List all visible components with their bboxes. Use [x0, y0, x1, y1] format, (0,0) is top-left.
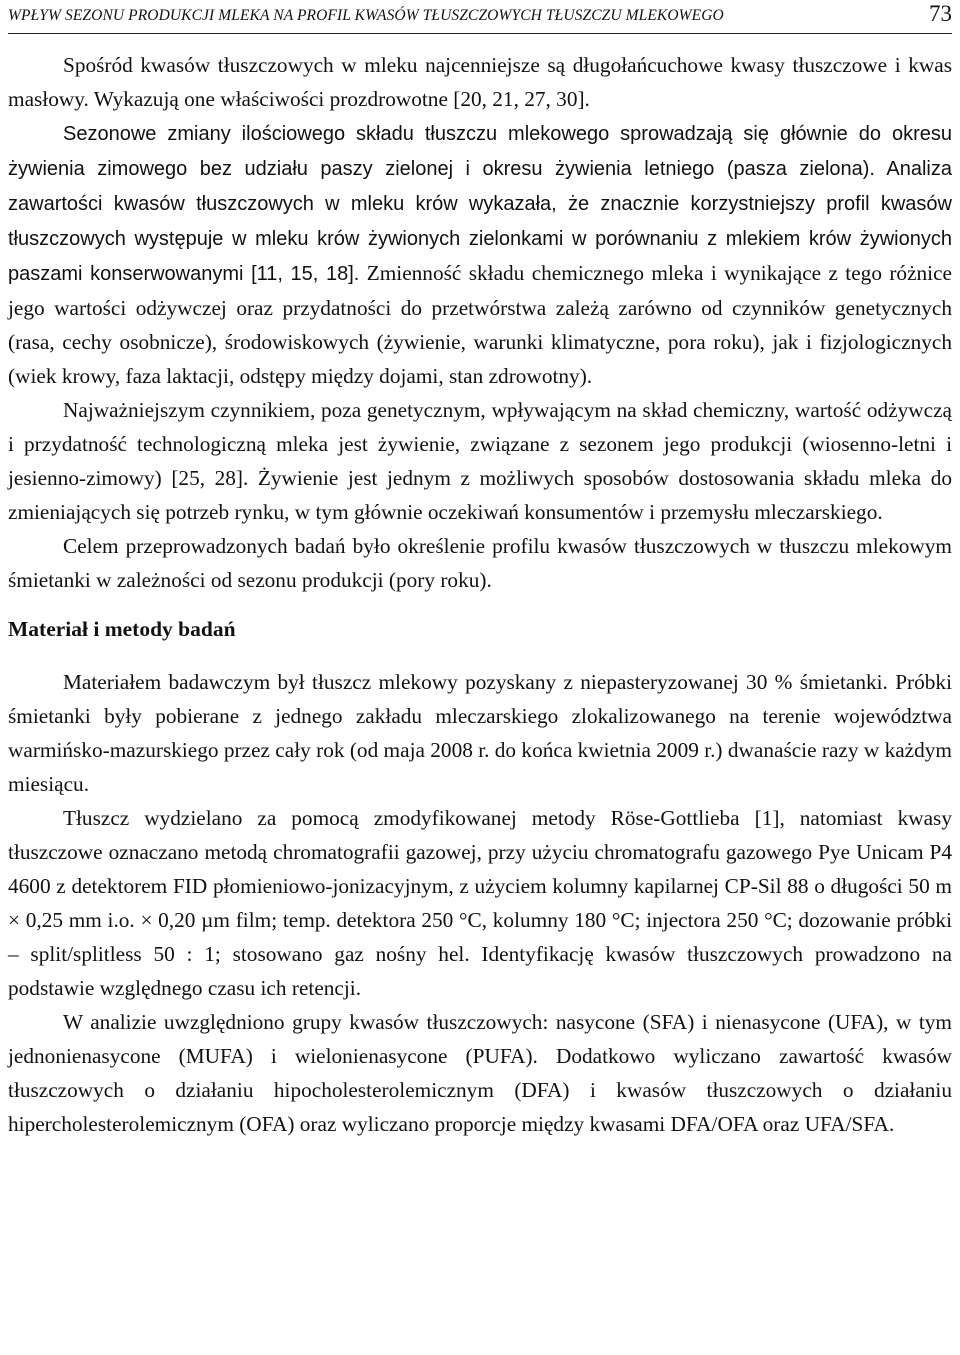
paragraph-chromatography: Tłuszcz wydzielano za pomocą zmodyfikowanej metody Röse-Gottlieba [1], natomiast kwasy tłuszczowe oznaczano metodą chromatografii gazowej, przy użyciu chromatografu gazowego Pye Unicam P4 4600 z detektorem FID płomieniowo-jonizacyjnym, z użyciem kolumny kapilarnej CP-Sil 88 o długości 50 m × 0,25 mm i.o. × 0,20 µm film; temp. detektora 250 °C, kolumny 180 °C; injectora 250 °C; dozowanie próbki – split/splitless 50 : 1; stosowano gaz nośny hel. Identyfikację kwasów tłuszczowych prowadzono na podstawie względnego czasu ich retencji. — [8, 806, 952, 1000]
seasonal-changes-text: Sezonowe zmiany ilościowego składu tłuszczu mlekowego sprowadzają się głównie do okresu żywienia zimowego bez udziału paszy zielonej i okresu żywienia letniego (pasza zielona). Analiza zawartości kwasów tłuszczowych w mleku krów wykazała, że znacznie korzystniejszy profil kwasów tłuszczowych występuje w mleku krów żywionych zielonkami w porównaniu z mlekiem krów żywionych paszami konserwowanymi [11, 15, 18]. — [8, 123, 952, 285]
paragraph-study-aim: Celem przeprowadzonych badań było określenie profilu kwasów tłuszczowych w tłuszczu mlekowym śmietanki w zależności od sezonu produkcji (pory roku). — [8, 534, 952, 592]
paragraph-fatty-acid-groups: W analizie uwzględniono grupy kwasów tłuszczowych: nasycone (SFA) i nienasycone (UFA), w tym jednonienasycone (MUFA) i wielonienasycone (PUFA). Dodatkowo wyliczano zawartość kwasów tłuszczowych o działaniu hipocholesterolemicznym (DFA) i kwasów tłuszczowych o działaniu hipercholesterolemicznym (OFA) oraz wyliczano proporcje między kwasami DFA/OFA oraz UFA/SFA. — [8, 1010, 952, 1136]
paragraph-material: Materiałem badawczym był tłuszcz mlekowy pozyskany z niepasteryzowanej 30 % śmietanki. Próbki śmietanki były pobierane z jednego zakładu mleczarskiego zlokalizowanego na terenie województwa warmińsko-mazurskiego przez cały rok (od maja 2008 r. do końca kwietnia 2009 r.) dwanaście razy w każdym miesiącu. — [8, 670, 952, 796]
paragraph-fatty-acids: Spośród kwasów tłuszczowych w mleku najcenniejsze są długołańcuchowe kwasy tłuszczowe i kwas masłowy. Wykazują one właściwości prozdrowotne [20, 21, 27, 30]. — [8, 53, 952, 111]
article-body — [8, 48, 952, 1141]
page-number: 73 — [929, 1, 952, 26]
paragraph-feeding-factor: Najważniejszym czynnikiem, poza genetycznym, wpływającym na skład chemiczny, wartość odżywczą i przydatność technologiczną mleka jest żywienie, związane z sezonem jego produkcji (wiosenno-letni i jesienno-zimowy) [25, 28]. Żywienie jest jednym z możliwych sposobów dostosowania składu mleka do zmieniających się potrzeb rynku, w tym głównie oczekiwań konsumentów i przemysłu mleczarskiego. — [8, 398, 952, 524]
paragraph-seasonal-changes — [8, 116, 952, 393]
running-title: WPŁYW SEZONU PRODUKCJI MLEKA NA PROFIL KWASÓW TŁUSZCZOWYCH TŁUSZCZU MLEKOWEGO — [8, 7, 724, 24]
composition-variability-text: Zmienność składu chemicznego mleka i wynikające z tego różnice jego wartości odżywczej oraz przydatności do przetwórstwa zależą zarówno od czynników genetycznych (rasa, cechy osobnicze), środowiskowych (żywienie, warunki klimatyczne, pora roku), jak i fizjologicznych (wiek krowy, faza laktacji, odstępy między dojami, stan zdrowotny). — [8, 261, 953, 388]
section-heading-methods: Materiał i metody badań — [8, 617, 236, 641]
running-header — [8, 0, 952, 34]
